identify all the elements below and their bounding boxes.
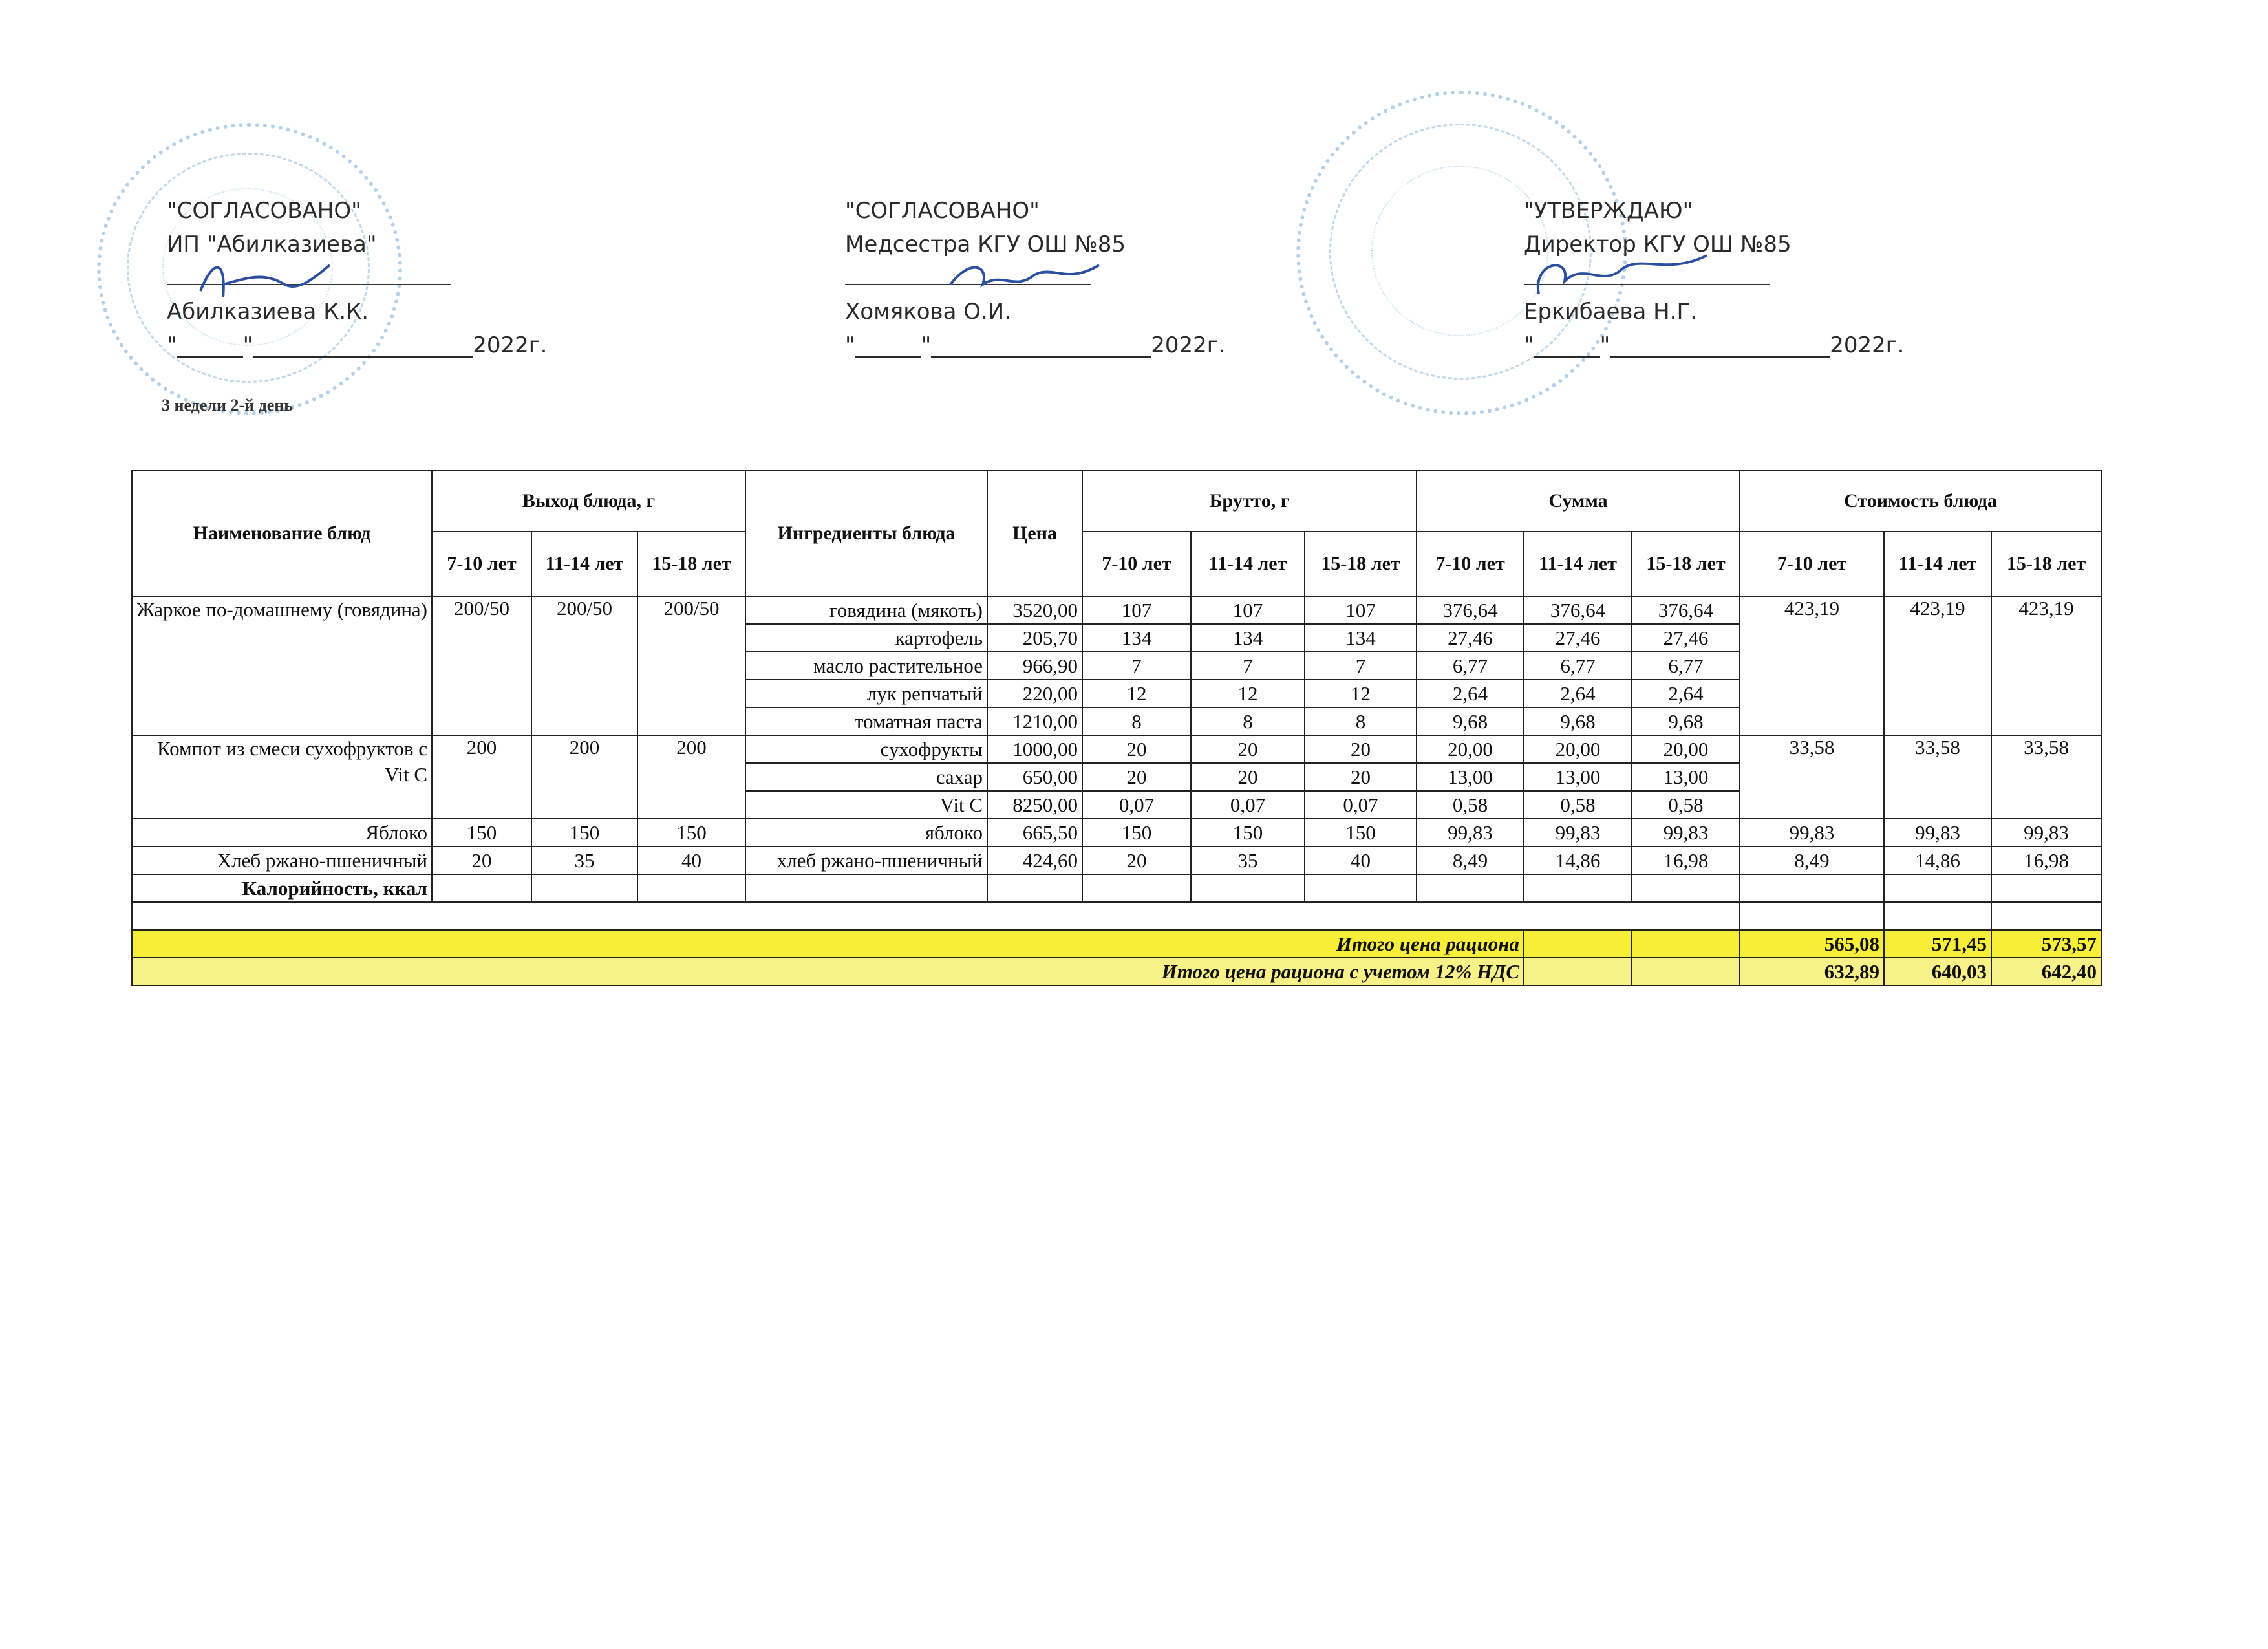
header-age: 15-18 лет — [1632, 532, 1740, 596]
ingredient-name: говядина (мякоть) — [745, 596, 987, 624]
menu-table — [131, 470, 2102, 986]
ingredient-price: 1210,00 — [987, 707, 1082, 735]
dish-cost: 423,19 — [1740, 596, 1884, 735]
sum-value: 2,64 — [1632, 680, 1740, 707]
total-value: 573,57 — [1991, 930, 2101, 958]
total-value: 571,45 — [1884, 930, 1991, 958]
table-row — [132, 735, 2101, 763]
gross-value: 20 — [1082, 846, 1191, 874]
sum-value: 99,83 — [1524, 819, 1632, 846]
dish-name: Хлеб ржано-пшеничный — [132, 846, 432, 874]
header-age: 15-18 лет — [637, 532, 745, 596]
ingredient-price: 966,90 — [987, 652, 1082, 680]
gross-value: 40 — [1305, 846, 1417, 874]
dish-cost: 14,86 — [1884, 846, 1991, 874]
sum-value: 0,58 — [1417, 791, 1524, 819]
gross-value: 107 — [1191, 596, 1305, 624]
header-ingredients: Ингредиенты блюда — [745, 471, 987, 596]
ingredient-price: 8250,00 — [987, 791, 1082, 819]
calories-label: Калорийность, ккал — [132, 874, 432, 902]
ingredient-price: 424,60 — [987, 846, 1082, 874]
gross-value: 8 — [1305, 707, 1417, 735]
dish-output: 35 — [531, 846, 637, 874]
ingredient-name: Vit C — [745, 791, 987, 819]
ingredient-price: 665,50 — [987, 819, 1082, 846]
total-label: Итого цена рациона — [132, 930, 1524, 958]
gross-value: 150 — [1191, 819, 1305, 846]
dish-cost: 423,19 — [1884, 596, 1991, 735]
approval-name: Хомякова О.И. — [845, 299, 1012, 325]
empty-row — [132, 902, 2101, 930]
sum-value: 6,77 — [1417, 652, 1524, 680]
header-age: 7-10 лет — [1417, 532, 1524, 596]
total-vat-value: 642,40 — [1991, 958, 2101, 986]
dish-output: 150 — [637, 819, 745, 846]
gross-value: 35 — [1191, 846, 1305, 874]
total-vat-value: 632,89 — [1740, 958, 1884, 986]
gross-value: 8 — [1191, 707, 1305, 735]
approval-status: "СОГЛАСОВАНО" — [167, 198, 361, 224]
approval-position: Директор КГУ ОШ №85 — [1524, 232, 1792, 257]
table-row — [132, 596, 2101, 624]
ingredient-name: хлеб ржано-пшеничный — [745, 846, 987, 874]
total-vat-label: Итого цена рациона с учетом 12% НДС — [132, 958, 1524, 986]
dish-output: 200/50 — [637, 596, 745, 735]
header-age: 15-18 лет — [1305, 532, 1417, 596]
gross-value: 107 — [1305, 596, 1417, 624]
total-row — [132, 930, 2101, 958]
ingredient-name: лук репчатый — [745, 680, 987, 707]
sum-value: 6,77 — [1632, 652, 1740, 680]
ingredient-price: 650,00 — [987, 763, 1082, 791]
dish-output: 20 — [432, 846, 531, 874]
sum-value: 16,98 — [1632, 846, 1740, 874]
sum-value: 14,86 — [1524, 846, 1632, 874]
ingredient-name: масло растительное — [745, 652, 987, 680]
sum-value: 376,64 — [1632, 596, 1740, 624]
gross-value: 12 — [1082, 680, 1191, 707]
dish-cost: 33,58 — [1740, 735, 1884, 819]
gross-value: 0,07 — [1305, 791, 1417, 819]
dish-output: 200/50 — [432, 596, 531, 735]
header-sum: Сумма — [1417, 471, 1740, 532]
approval-date: "______"____________________2022г. — [1524, 332, 1905, 358]
sum-value: 2,64 — [1524, 680, 1632, 707]
sum-value: 20,00 — [1524, 735, 1632, 763]
sum-value: 13,00 — [1417, 763, 1524, 791]
signature-entrepreneur — [194, 246, 349, 317]
dish-name: Яблоко — [132, 819, 432, 846]
dish-output: 200 — [637, 735, 745, 819]
header-age: 11-14 лет — [1884, 532, 1991, 596]
gross-value: 134 — [1305, 624, 1417, 652]
sum-value: 2,64 — [1417, 680, 1524, 707]
ingredient-name: яблоко — [745, 819, 987, 846]
total-value: 565,08 — [1740, 930, 1884, 958]
dish-cost: 99,83 — [1740, 819, 1884, 846]
header-cost: Стоимость блюда — [1740, 471, 2101, 532]
gross-value: 8 — [1082, 707, 1191, 735]
approval-status: "УТВЕРЖДАЮ" — [1524, 198, 1693, 224]
calories-row — [132, 874, 2101, 902]
approval-date: "______"____________________2022г. — [845, 332, 1226, 358]
header-age: 7-10 лет — [432, 532, 531, 596]
header-age: 7-10 лет — [1082, 532, 1191, 596]
dish-cost: 33,58 — [1884, 735, 1991, 819]
header-price: Цена — [987, 471, 1082, 596]
week-note: 3 недели 2-й день — [162, 396, 293, 415]
sum-value: 99,83 — [1417, 819, 1524, 846]
dish-cost: 8,49 — [1740, 846, 1884, 874]
header-dish-name: Наименование блюд — [132, 471, 432, 596]
gross-value: 134 — [1191, 624, 1305, 652]
dish-output: 200 — [432, 735, 531, 819]
sum-value: 27,46 — [1524, 624, 1632, 652]
gross-value: 20 — [1082, 763, 1191, 791]
dish-cost: 99,83 — [1884, 819, 1991, 846]
sum-value: 99,83 — [1632, 819, 1740, 846]
ingredient-name: томатная паста — [745, 707, 987, 735]
gross-value: 150 — [1305, 819, 1417, 846]
dish-cost: 423,19 — [1991, 596, 2101, 735]
ingredient-price: 3520,00 — [987, 596, 1082, 624]
approval-name: Абилказиева К.К. — [167, 299, 369, 325]
gross-value: 7 — [1082, 652, 1191, 680]
sum-value: 6,77 — [1524, 652, 1632, 680]
gross-value: 20 — [1305, 763, 1417, 791]
dish-output: 40 — [637, 846, 745, 874]
sum-value: 8,49 — [1417, 846, 1524, 874]
ingredient-price: 205,70 — [987, 624, 1082, 652]
gross-value: 134 — [1082, 624, 1191, 652]
sum-value: 13,00 — [1632, 763, 1740, 791]
dish-name: Жаркое по-домашнему (говядина) — [132, 596, 432, 735]
dish-cost: 99,83 — [1991, 819, 2101, 846]
gross-value: 0,07 — [1191, 791, 1305, 819]
dish-cost: 33,58 — [1991, 735, 2101, 819]
approval-position: Медсестра КГУ ОШ №85 — [845, 232, 1126, 257]
dish-cost: 16,98 — [1991, 846, 2101, 874]
gross-value: 20 — [1082, 735, 1191, 763]
header-age: 15-18 лет — [1991, 532, 2101, 596]
gross-value: 7 — [1191, 652, 1305, 680]
sum-value: 9,68 — [1524, 707, 1632, 735]
sum-value: 13,00 — [1524, 763, 1632, 791]
sum-value: 0,58 — [1524, 791, 1632, 819]
gross-value: 12 — [1191, 680, 1305, 707]
dish-name: Компот из смеси сухофруктов с Vit C — [132, 735, 432, 819]
ingredient-price: 1000,00 — [987, 735, 1082, 763]
gross-value: 150 — [1082, 819, 1191, 846]
total-vat-value: 640,03 — [1884, 958, 1991, 986]
approval-position: ИП "Абилказиева" — [167, 232, 377, 257]
sum-value: 20,00 — [1417, 735, 1524, 763]
gross-value: 0,07 — [1082, 791, 1191, 819]
header-age: 11-14 лет — [1191, 532, 1305, 596]
signature-nurse — [944, 246, 1112, 310]
ingredient-name: сухофрукты — [745, 735, 987, 763]
sum-value: 27,46 — [1417, 624, 1524, 652]
header-gross: Брутто, г — [1082, 471, 1417, 532]
approval-name: Еркибаева Н.Г. — [1524, 299, 1698, 325]
sum-value: 9,68 — [1632, 707, 1740, 735]
dish-output: 150 — [531, 819, 637, 846]
gross-value: 20 — [1191, 735, 1305, 763]
sum-value: 27,46 — [1632, 624, 1740, 652]
sum-value: 9,68 — [1417, 707, 1524, 735]
sum-value: 376,64 — [1524, 596, 1632, 624]
table-row — [132, 819, 2101, 846]
sum-value: 20,00 — [1632, 735, 1740, 763]
gross-value: 12 — [1305, 680, 1417, 707]
approval-status: "СОГЛАСОВАНО" — [845, 198, 1040, 224]
dish-output: 200/50 — [531, 596, 637, 735]
table-row — [132, 846, 2101, 874]
sum-value: 0,58 — [1632, 791, 1740, 819]
header-age: 7-10 лет — [1740, 532, 1884, 596]
signature-director — [1526, 242, 1720, 314]
header-age: 11-14 лет — [531, 532, 637, 596]
sum-value: 376,64 — [1417, 596, 1524, 624]
gross-value: 20 — [1191, 763, 1305, 791]
header-output: Выход блюда, г — [432, 471, 745, 532]
dish-output: 150 — [432, 819, 531, 846]
ingredient-name: сахар — [745, 763, 987, 791]
gross-value: 107 — [1082, 596, 1191, 624]
dish-output: 200 — [531, 735, 637, 819]
ingredient-name: картофель — [745, 624, 987, 652]
header-age: 11-14 лет — [1524, 532, 1632, 596]
approval-date: "______"____________________2022г. — [167, 332, 548, 358]
gross-value: 7 — [1305, 652, 1417, 680]
ingredient-price: 220,00 — [987, 680, 1082, 707]
gross-value: 20 — [1305, 735, 1417, 763]
total-vat-row — [132, 958, 2101, 986]
